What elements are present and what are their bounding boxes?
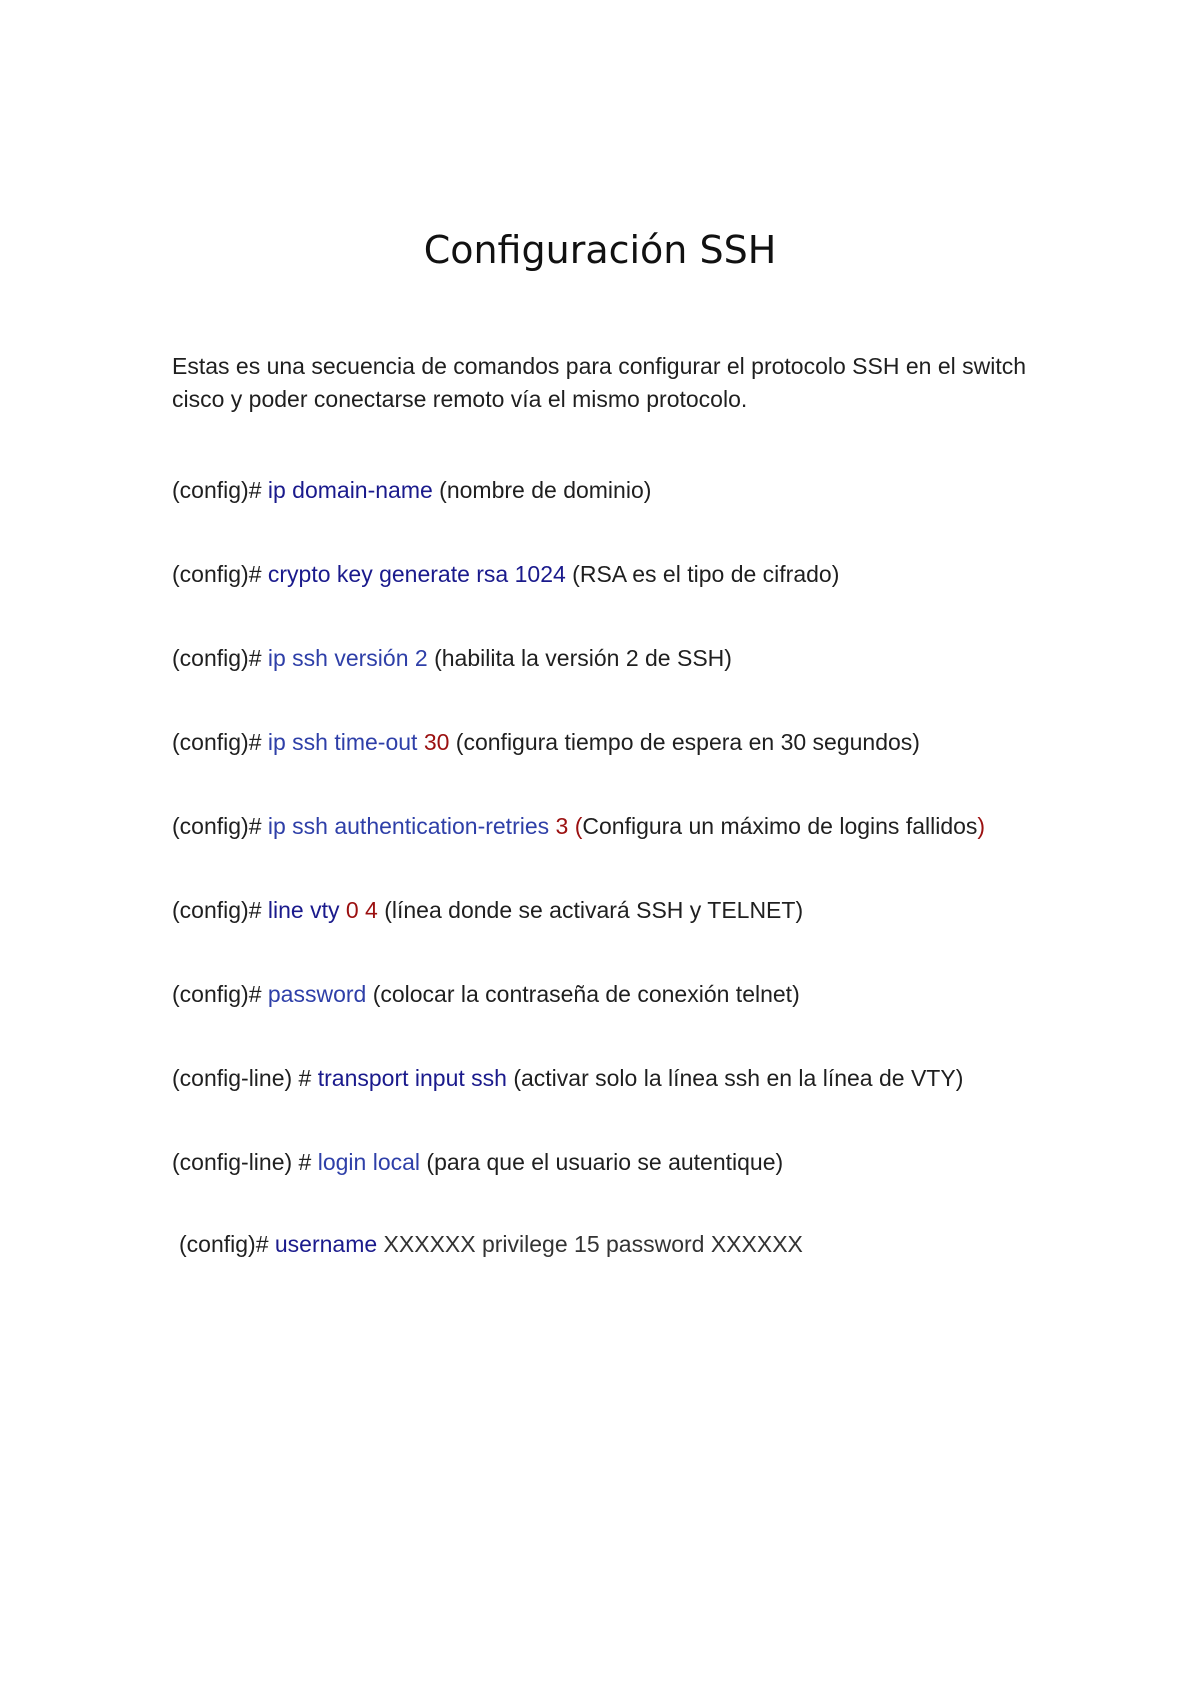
command-line-password [172,980,800,1008]
command-value: 0 4 [345,897,378,923]
command-value: 30 [423,729,450,755]
command-note: XXXXXX privilege 15 password XXXXXX [377,1231,803,1257]
command-line-line-vty [172,896,803,924]
command-line-domain-name [172,476,651,504]
command-prompt: (config)# [172,981,268,1007]
command-keyword: ip ssh versión 2 [267,645,428,671]
command-line-crypto-key [172,560,839,588]
command-note: (colocar la contraseña de conexión telnet) [366,981,800,1007]
command-note: (activar solo la línea ssh en la línea de VTY) [506,1065,964,1091]
command-keyword: ip domain-name [267,477,433,503]
page-title: Configuración SSH [423,228,777,272]
command-keyword: login local [317,1149,421,1175]
command-note: (configura tiempo de espera en 30 segundos) [449,729,920,755]
command-line-ssh-timeout [172,728,920,756]
command-note: (habilita la versión 2 de SSH) [427,645,732,671]
command-prompt: (config)# [172,813,268,839]
command-note: (nombre de dominio) [432,477,652,503]
command-keyword: username [274,1231,378,1257]
intro-paragraph: Estas es una secuencia de comandos para configurar el protocolo SSH en el switch cisco y poder conectarse remoto vía el mismo protocolo. [172,353,1027,412]
command-prompt: (config)# [172,561,268,587]
command-note: (línea donde se activará SSH y TELNET) [377,897,804,923]
command-line-username [179,1230,803,1258]
command-value: 3 ( [555,813,583,839]
command-keyword: password [267,981,367,1007]
command-line-transport-input [172,1064,963,1092]
command-keyword: crypto key generate rsa 1024 [267,561,566,587]
command-note: Configura un máximo de logins fallidos [582,813,978,839]
command-prompt: (config-line) # [172,1065,318,1091]
command-prompt: (config)# [172,729,268,755]
command-line-ssh-version [172,644,732,672]
command-keyword: transport input ssh [317,1065,507,1091]
command-keyword: line vty [267,897,346,923]
command-note: (para que el usuario se autentique) [420,1149,784,1175]
command-close-paren: ) [977,813,986,839]
command-prompt: (config)# [172,897,268,923]
command-line-login-local [172,1148,783,1176]
command-keyword: ip ssh authentication-retries [267,813,556,839]
command-prompt: (config)# [179,1231,275,1257]
command-line-auth-retries [172,812,985,840]
command-keyword: ip ssh time-out [267,729,424,755]
command-prompt: (config-line) # [172,1149,318,1175]
command-note: (RSA es el tipo de cifrado) [565,561,840,587]
command-prompt: (config)# [172,477,268,503]
command-prompt: (config)# [172,645,268,671]
